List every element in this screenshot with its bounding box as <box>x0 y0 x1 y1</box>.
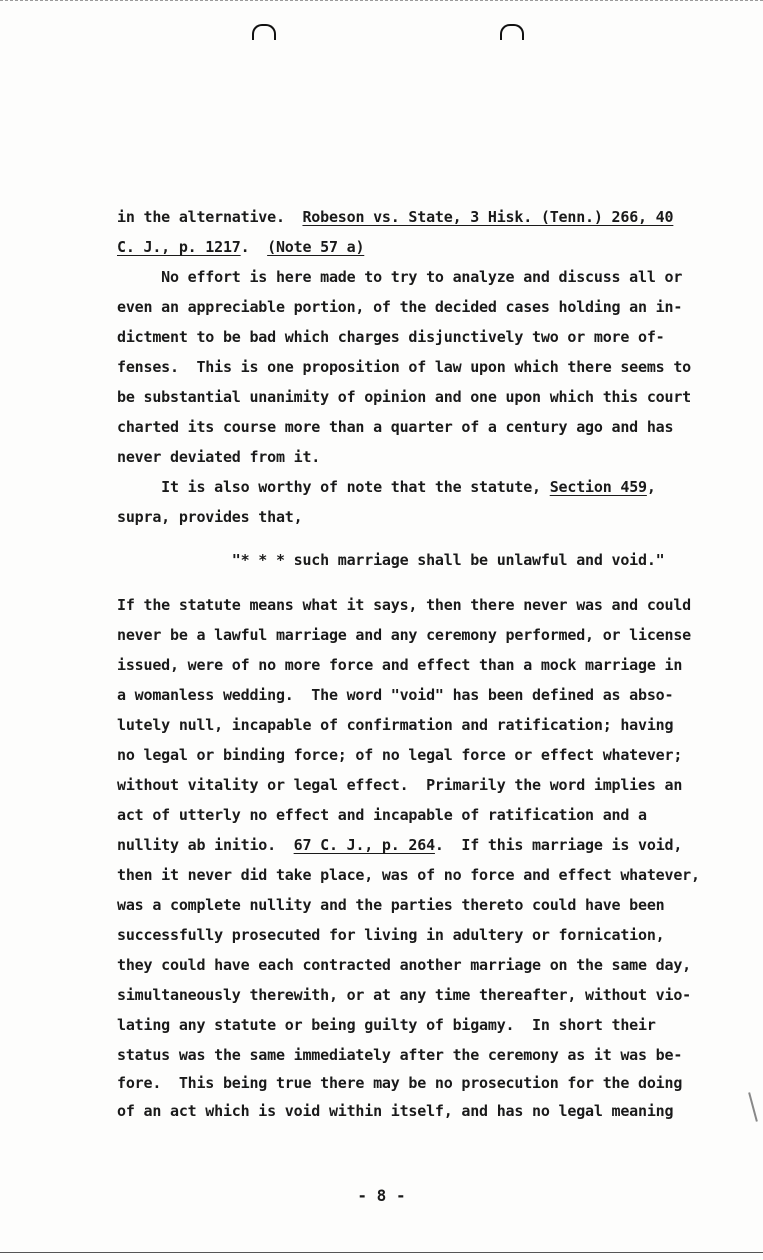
text-segment: lutely null, incapable of confirmation and ratification; having <box>117 716 674 734</box>
text-segment: never be a lawful marriage and any ceremony performed, or license <box>117 626 691 644</box>
text-segment: nullity ab initio. <box>117 836 294 854</box>
text-line <box>117 953 691 977</box>
text-segment: simultaneously therewith, or at any time thereafter, without vio- <box>117 986 691 1004</box>
text-line <box>117 893 665 917</box>
text-line <box>117 235 364 259</box>
text-segment: then it never did take place, was of no force and effect whatever, <box>117 866 700 884</box>
text-line <box>117 593 691 617</box>
citation: Section 459 <box>549 478 647 496</box>
text-line <box>117 548 665 572</box>
top-edge <box>0 0 763 1</box>
text-segment: supra, provides that, <box>117 508 303 526</box>
text-segment: lating any statute or being guilty of bigamy. In short their <box>117 1016 656 1034</box>
text-line <box>117 713 673 737</box>
citation: C. J., p. 1217 <box>117 238 241 256</box>
page-number: - 8 - <box>357 1186 406 1205</box>
text-line <box>117 445 320 469</box>
text-segment: of an act which is void within itself, and has no legal meaning <box>117 1102 674 1120</box>
text-segment: status was the same immediately after the ceremony as it was be- <box>117 1046 683 1064</box>
text-segment: "* * * such marriage shall be unlawful and void." <box>117 551 665 569</box>
text-segment: charted its course more than a quarter of a century ago and has <box>117 418 674 436</box>
text-segment: . <box>240 238 268 256</box>
text-line <box>117 923 665 947</box>
text-segment: in the alternative. <box>117 208 303 226</box>
citation: Robeson vs. State, 3 Hisk. (Tenn.) 266, 40 <box>302 208 674 226</box>
text-segment: act of utterly no effect and incapable of ratification and a <box>117 806 647 824</box>
text-segment: If the statute means what it says, then there never was and could <box>117 596 691 614</box>
text-line <box>117 1013 656 1037</box>
text-line <box>117 385 691 409</box>
scan-edge-mark <box>748 1092 758 1121</box>
text-segment: , <box>646 478 656 496</box>
text-segment: fore. This being true there may be no prosecution for the doing <box>117 1074 683 1092</box>
binder-hole-left <box>252 24 276 40</box>
text-segment: successfully prosecuted for living in adultery or fornication, <box>117 926 665 944</box>
text-segment: a womanless wedding. The word "void" has been defined as abso- <box>117 686 674 704</box>
text-segment: never deviated from it. <box>117 448 321 466</box>
text-line <box>117 803 647 827</box>
text-line <box>117 295 682 319</box>
citation: (Note 57 a) <box>267 238 365 256</box>
text-line <box>117 265 682 289</box>
text-segment: they could have each contracted another marriage on the same day, <box>117 956 691 974</box>
text-line <box>117 1099 673 1123</box>
text-line <box>117 505 302 529</box>
text-line <box>117 1043 682 1067</box>
text-line <box>117 355 691 379</box>
text-segment: issued, were of no more force and effect than a mock marriage in <box>117 656 683 674</box>
text-line <box>117 623 691 647</box>
text-line <box>117 683 673 707</box>
text-line <box>117 1071 682 1095</box>
text-segment: was a complete nullity and the parties thereto could have been <box>117 896 665 914</box>
citation: 67 C. J., p. 264 <box>293 836 435 854</box>
text-line <box>117 415 673 439</box>
text-segment: dictment to be bad which charges disjunctively two or more of- <box>117 328 665 346</box>
text-line <box>117 983 691 1007</box>
text-segment: No effort is here made to try to analyze and discuss all or <box>117 268 683 286</box>
text-line <box>117 653 682 677</box>
binder-hole-right <box>500 24 524 40</box>
text-segment: be substantial unanimity of opinion and one upon which this court <box>117 388 691 406</box>
text-line <box>117 325 665 349</box>
bottom-edge <box>0 1252 763 1253</box>
text-segment: It is also worthy of note that the statute, <box>117 478 550 496</box>
text-segment: without vitality or legal effect. Primarily the word implies an <box>117 776 683 794</box>
text-segment: fenses. This is one proposition of law upon which there seems to <box>117 358 691 376</box>
text-line <box>117 205 673 229</box>
text-line <box>117 833 682 857</box>
text-line <box>117 863 700 887</box>
text-segment: even an appreciable portion, of the decided cases holding an in- <box>117 298 683 316</box>
text-segment: . If this marriage is void, <box>434 836 683 854</box>
text-segment: no legal or binding force; of no legal force or effect whatever; <box>117 746 683 764</box>
text-line <box>117 475 656 499</box>
text-line <box>117 743 682 767</box>
text-line <box>117 773 682 797</box>
